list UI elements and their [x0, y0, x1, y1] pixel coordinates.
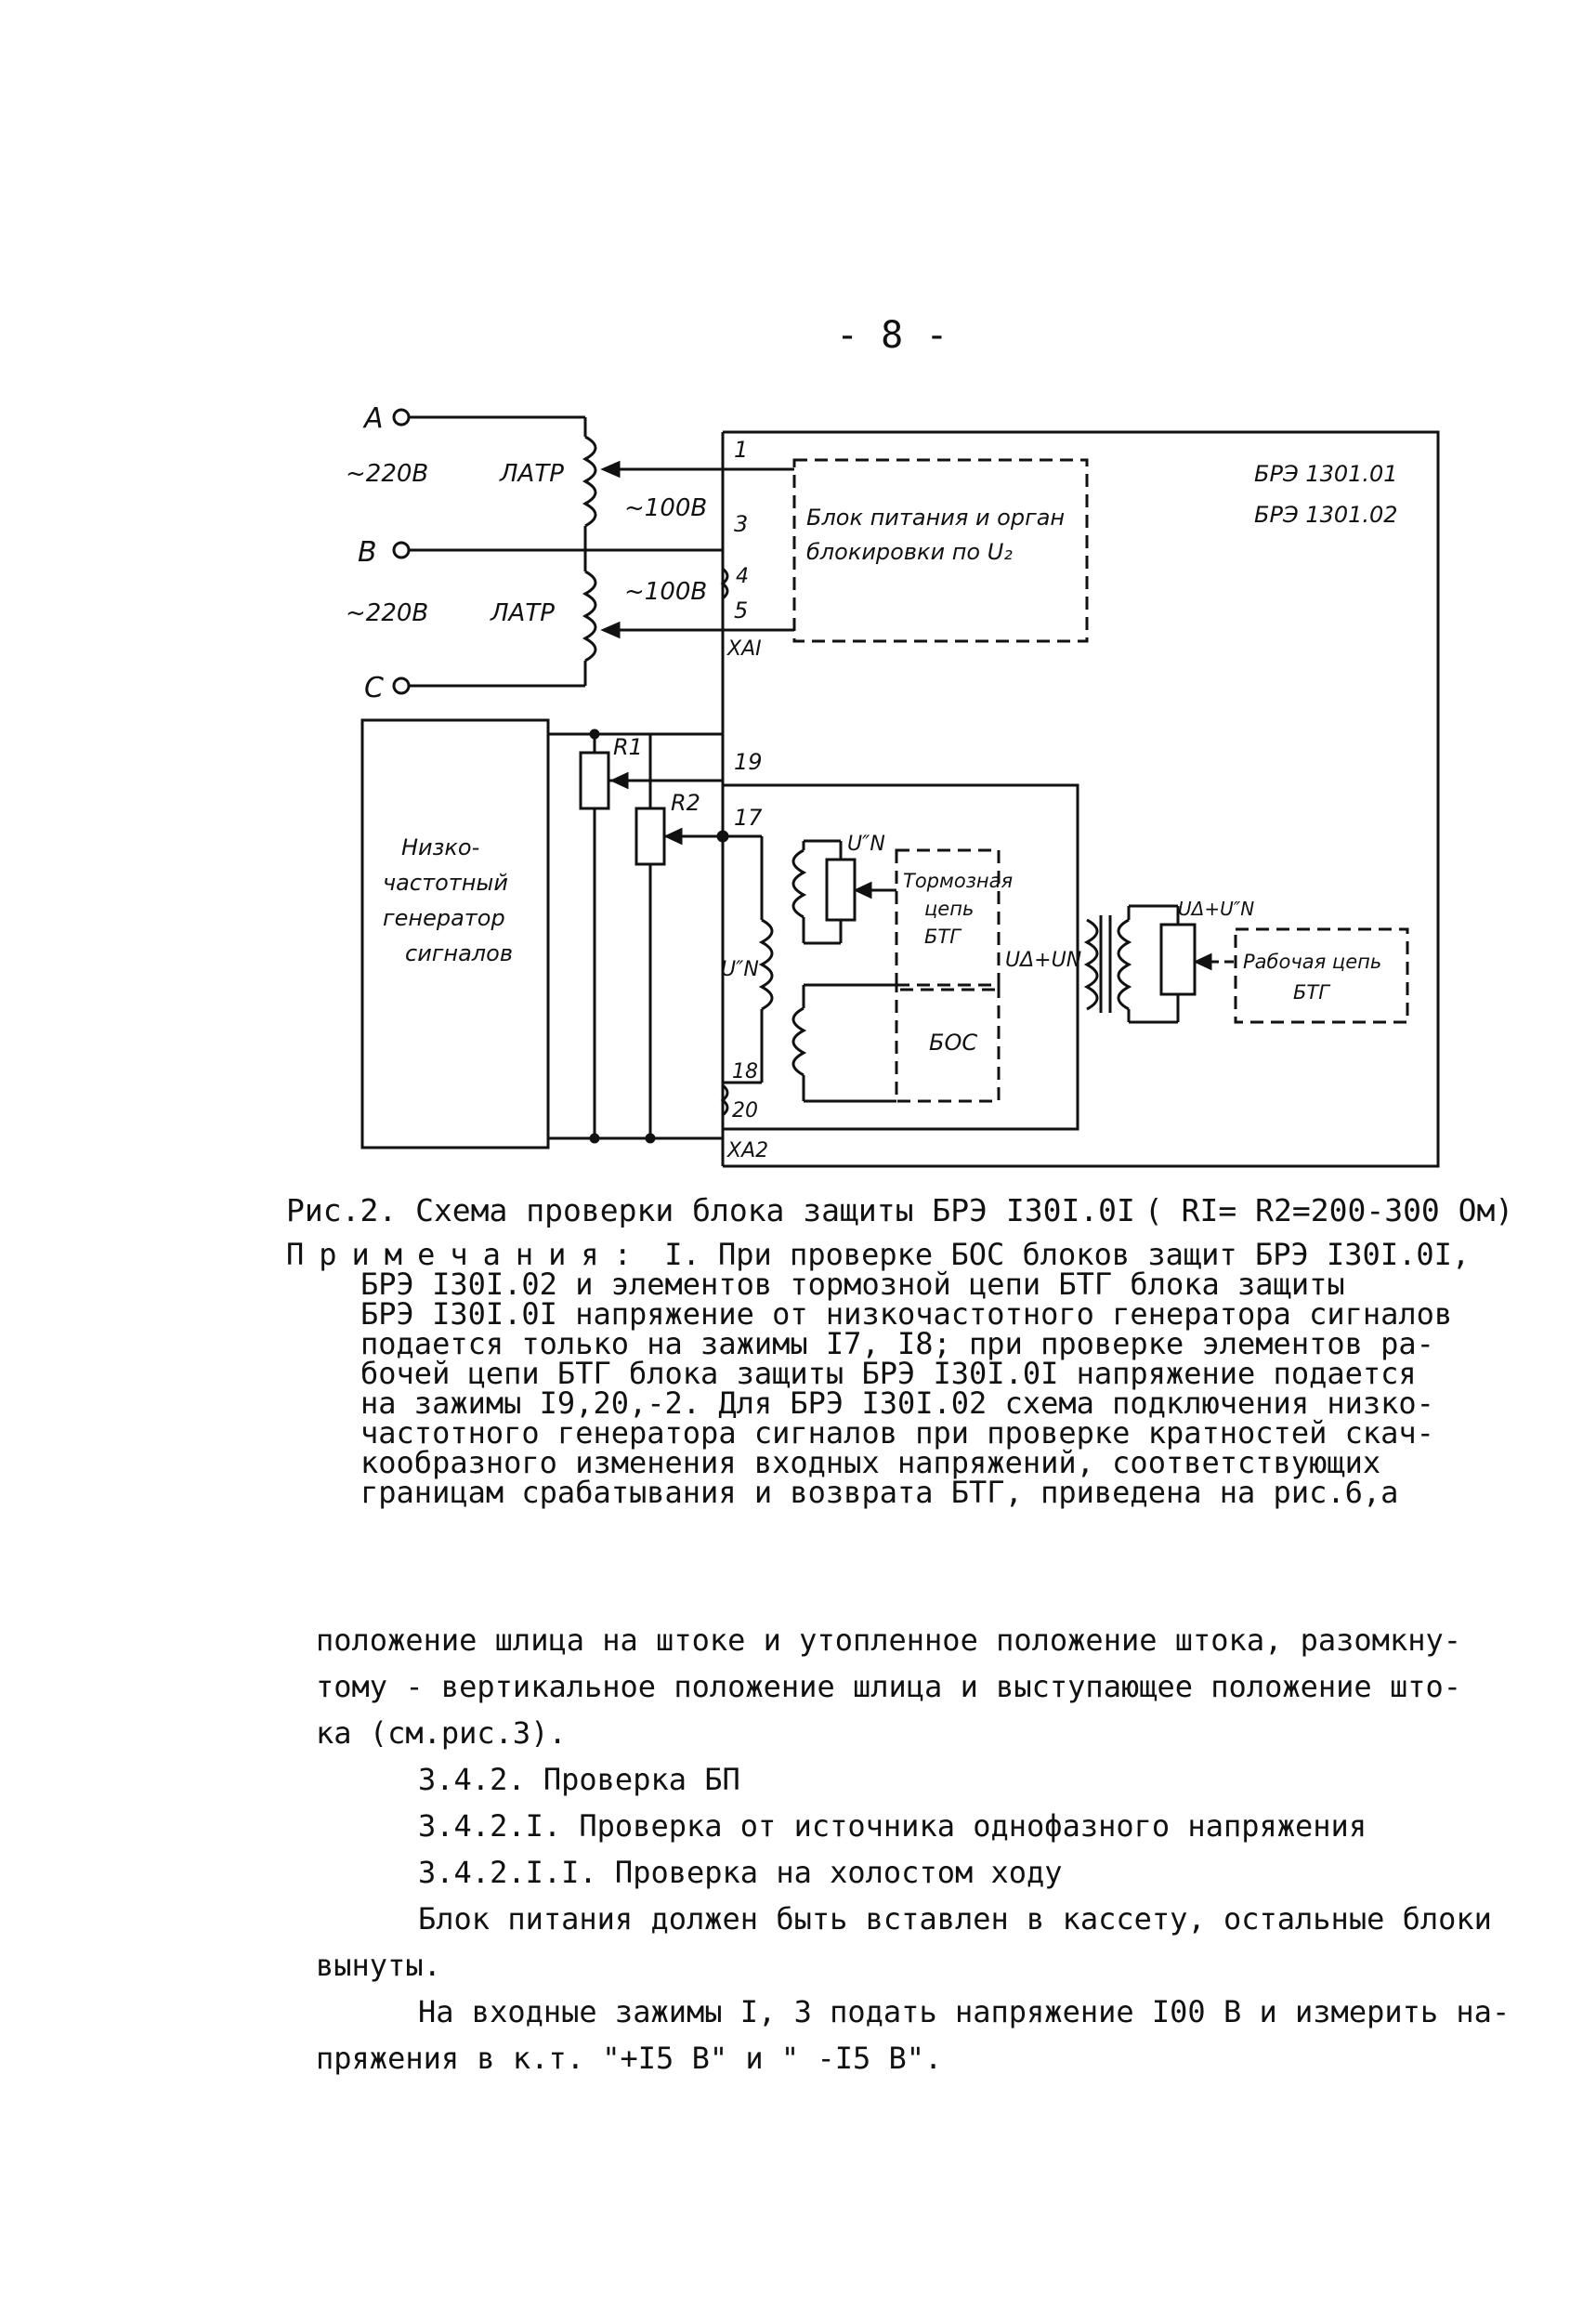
body-line: пряжения в к.т. "+I5 В" и " -I5 В". — [316, 2041, 943, 2076]
label-boc: БОС — [929, 1030, 978, 1056]
label-u-n: U″N — [721, 958, 759, 981]
label-brake-3: БТГ — [924, 926, 961, 948]
body-line: На входные зажимы I, 3 подать напряжение I00 В и измерить на- — [418, 1994, 1511, 2029]
label-generator-2: частотный — [383, 870, 508, 896]
figure-caption — [286, 1193, 1550, 1228]
note-line: БРЭ I30I.02 и элементов тормозной цепи БТГ блока защиты — [360, 1267, 1345, 1302]
resistor-r1 — [581, 753, 608, 808]
label-r2: R2 — [671, 790, 700, 816]
terminal-a — [394, 410, 409, 425]
label-latr-top: ЛАТР — [500, 460, 564, 488]
section-heading: 3.4.2.I.I. Проверка на холостом ходу — [418, 1855, 1063, 1890]
figure-note — [286, 1237, 1559, 1510]
label-voltage-100-bottom: ~100В — [624, 578, 708, 606]
label-device-1: БРЭ 1301.01 — [1254, 461, 1398, 487]
label-connector-xa2: XA2 — [727, 1139, 769, 1162]
section-heading: 3.4.2. Проверка БП — [418, 1762, 740, 1797]
label-u-delta-u-n: UΔ+UN — [1005, 949, 1082, 972]
label-u-n-double: U″N — [847, 833, 885, 856]
resistor-r2 — [636, 808, 664, 864]
label-generator-4: сигналов — [405, 940, 513, 966]
terminal-c — [394, 678, 409, 693]
label-u-delta-u-n-double: UΔ+U″N — [1178, 898, 1255, 920]
label-terminal-1: 1 — [734, 437, 749, 463]
label-terminal-18: 18 — [732, 1060, 758, 1083]
label-voltage-100-top: ~100В — [624, 494, 708, 522]
label-latr-bottom: ЛАТР — [491, 599, 555, 627]
note-line: на зажимы I9,20,-2. Для БРЭ I30I.02 схема подключения низко- — [360, 1385, 1434, 1421]
label-terminal-4: 4 — [736, 565, 749, 588]
working-circuit-block — [1236, 929, 1407, 1022]
note-label: Примечания: — [286, 1237, 647, 1272]
label-device-2: БРЭ 1301.02 — [1254, 502, 1398, 528]
generator-block — [362, 720, 548, 1148]
label-phase-a: A — [364, 402, 384, 435]
label-terminal-3: 3 — [734, 511, 749, 537]
note-line: бочей цепи БТГ блока защиты БРЭ I30I.0I напряжение подается — [360, 1356, 1417, 1391]
body-line: ка (см.рис.3). — [316, 1715, 567, 1751]
body-line: положение шлица на штоке и утопленное положение штока, разомкну- — [316, 1622, 1461, 1658]
label-working-1: Рабочая цепь — [1243, 951, 1382, 973]
terminal-b — [394, 543, 409, 558]
latr-coil-top — [585, 437, 595, 526]
label-brake-2: цепь — [924, 898, 975, 920]
label-phase-c: C — [364, 672, 384, 704]
label-terminal-19: 19 — [734, 749, 763, 775]
note-line: границам срабатывания и возврата БТГ, приведена на рис.6,а — [360, 1475, 1399, 1510]
label-terminal-20: 20 — [732, 1099, 758, 1123]
label-brake-1: Тормозная — [903, 870, 1014, 892]
note-line: подается только на зажимы I7, I8; при проверке элементов ра- — [360, 1326, 1434, 1361]
label-terminal-5: 5 — [734, 597, 749, 624]
label-connector-xa1: XAI — [727, 637, 762, 661]
label-power-block-2: блокировки по U₂ — [806, 539, 1013, 565]
note-line: I. При проверке БОС блоков защит БРЭ I30I.0I, — [664, 1237, 1471, 1272]
latr-coil-bottom — [585, 571, 595, 661]
label-power-block-1: Блок питания и орган — [806, 505, 1066, 531]
body-line: вынуты. — [316, 1948, 441, 1983]
note-line: БРЭ I30I.0I напряжение от низкочастотного генератора сигналов — [360, 1296, 1453, 1332]
page-number: - 8 - — [836, 314, 948, 357]
label-voltage-220-top: ~220В — [346, 460, 429, 488]
note-line: частотного генератора сигналов при проверке кратностей скач- — [360, 1415, 1434, 1451]
body-line: тому - вертикальное положение шлица и выступающее положение што- — [316, 1669, 1461, 1704]
label-generator-3: генератор — [383, 905, 505, 931]
label-working-2: БТГ — [1293, 981, 1329, 1004]
winding-un — [762, 920, 772, 1009]
section-heading: 3.4.2.I. Проверка от источника однофазного напряжения — [418, 1808, 1367, 1844]
label-terminal-17: 17 — [734, 805, 763, 831]
body-text — [316, 1617, 1542, 2081]
label-r1: R1 — [613, 734, 643, 760]
note-line: кообразного изменения входных напряжений, соответствующих — [360, 1445, 1381, 1480]
caption-formula: ( RI= R2=200-300 Ом) — [1144, 1192, 1514, 1228]
label-voltage-220-bottom: ~220В — [346, 599, 429, 627]
caption-text: Рис.2. Схема проверки блока защиты БРЭ I30I.0I — [286, 1192, 1135, 1228]
label-phase-b: B — [358, 536, 377, 569]
body-line: Блок питания должен быть вставлен в кассету, остальные блоки — [418, 1901, 1492, 1937]
label-generator-1: Низко- — [401, 834, 480, 860]
